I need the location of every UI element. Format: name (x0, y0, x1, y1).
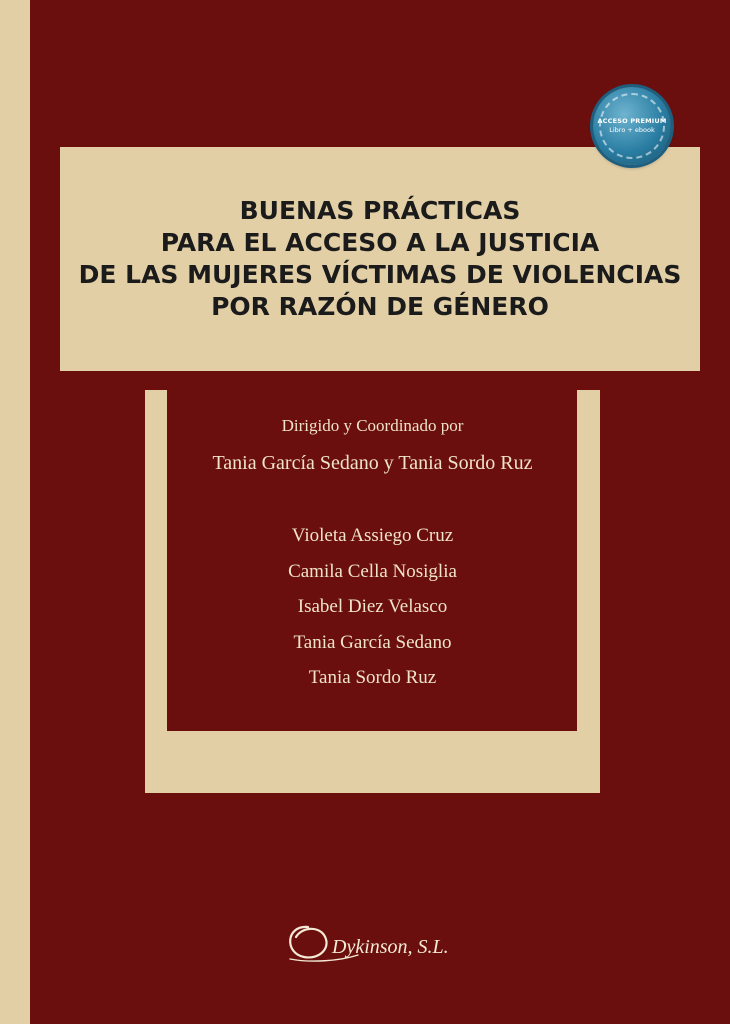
publisher-name: Dykinson, S.L. (332, 936, 449, 958)
author-name: Tania Sordo Ruz (308, 667, 437, 688)
credits-block (145, 412, 600, 696)
title-line-4: POR RAZÓN DE GÉNERO (211, 292, 549, 321)
coordinators-names: Tania García Sedano y Tania Sordo Ruz (212, 452, 533, 474)
directed-by-label: Dirigido y Coordinado por (281, 416, 464, 435)
author-name: Isabel Diez Velasco (297, 596, 448, 617)
badge-line-1: ACCESO PREMIUM (597, 117, 667, 125)
author-name: Violeta Assiego Cruz (291, 525, 454, 546)
badge-ring-decoration (599, 93, 665, 159)
title-panel (60, 147, 700, 371)
title-line-2: PARA EL ACCESO A LA JUSTICIA (160, 228, 600, 257)
author-name: Tania García Sedano (293, 631, 452, 653)
title-line-1: BUENAS PRÁCTICAS (239, 196, 521, 225)
cover-spine-strip (0, 0, 30, 1024)
title-line-3: DE LAS MUJERES VÍCTIMAS DE VIOLENCIAS (78, 260, 682, 289)
premium-access-badge (593, 87, 671, 165)
badge-line-2: Libro + ebook (609, 126, 655, 134)
publisher-logo (280, 917, 480, 965)
author-name: Camila Cella Nosiglia (288, 560, 457, 582)
